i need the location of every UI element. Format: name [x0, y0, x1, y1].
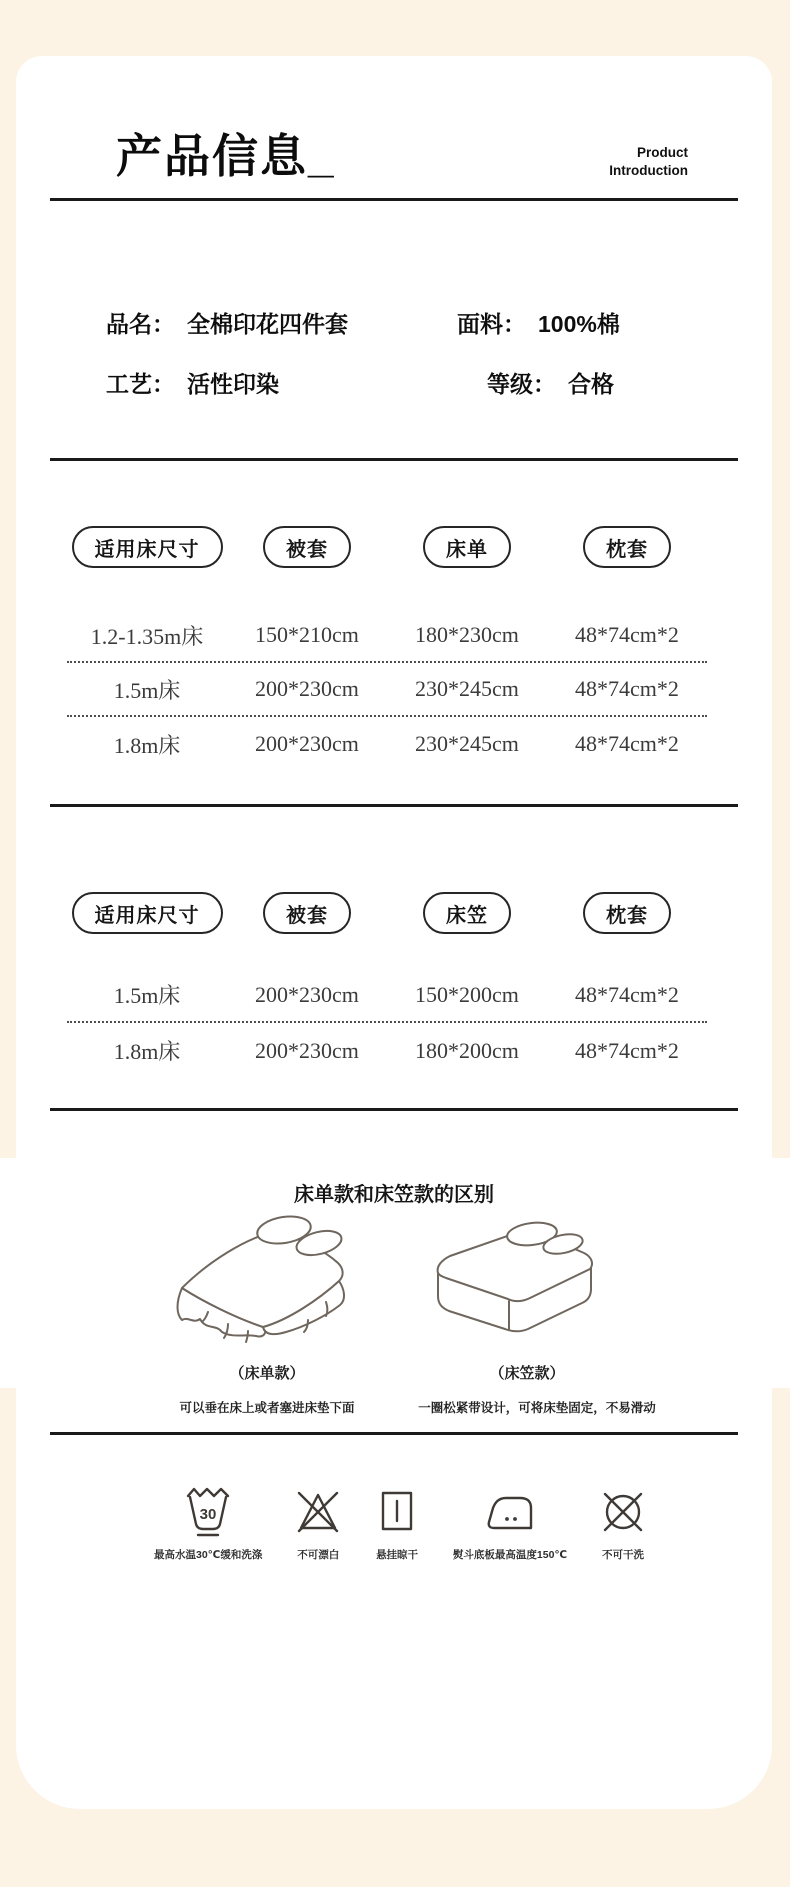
pill-fitted-sheet: 床笠 [423, 892, 511, 934]
cell-bed-size: 1.8m床 [113, 732, 181, 758]
hang-dry-icon [374, 1484, 420, 1538]
info-label: 面料： [457, 311, 526, 337]
size-table-2-header [67, 892, 707, 934]
size-table-1-header [67, 526, 707, 568]
care-symbols-row [154, 1484, 646, 1562]
info-product-name [106, 306, 348, 339]
wash-30-icon [185, 1484, 231, 1538]
pill-duvet-cover: 被套 [263, 526, 351, 568]
flat-sheet-bed-illustration [168, 1208, 368, 1358]
cell-bed-size: 1.8m床 [113, 1039, 181, 1064]
pill-flat-sheet: 床单 [423, 526, 511, 568]
table-row [67, 717, 707, 771]
table-row [67, 609, 707, 663]
care-item-no-dry-clean [600, 1484, 646, 1562]
care-label: 最高水温30℃缓和洗涤 [154, 1549, 263, 1561]
comparison-title: 床单款和床笠款的区别 [294, 1184, 494, 1206]
pill-bed-size: 适用床尺寸 [72, 892, 223, 934]
header-cell [67, 526, 227, 568]
info-value: 合格 [568, 371, 614, 397]
cell-duvet: 200*230cm [255, 981, 359, 1007]
fitted-sheet-description: 一圈松紧带设计，可将床垫固定，不易滑动 [418, 1401, 656, 1415]
divider-table2 [50, 1108, 738, 1111]
cell-sheet: 180*230cm [415, 622, 519, 647]
header-cell [387, 892, 547, 934]
pill-pillowcase: 枕套 [583, 526, 671, 568]
header-cell [387, 526, 547, 568]
cell-fitted: 180*200cm [415, 1037, 519, 1063]
info-label: 工艺： [106, 371, 175, 397]
no-dry-clean-icon [600, 1484, 646, 1538]
care-label: 悬挂晾干 [376, 1549, 419, 1561]
header-cell [227, 526, 387, 568]
table-row [67, 663, 707, 717]
care-item-hang-dry [374, 1484, 420, 1562]
divider-header [50, 198, 738, 201]
pill-duvet-cover: 被套 [263, 892, 351, 934]
care-label: 不可漂白 [297, 1549, 340, 1561]
flat-sheet-description: 可以垂在床上或者塞进床垫下面 [179, 1401, 355, 1415]
divider-info [50, 458, 738, 461]
divider-table1 [50, 804, 738, 807]
flat-sheet-caption: （床单款） [229, 1365, 305, 1382]
page-subtitle [609, 144, 688, 179]
cell-pillow: 48*74cm*2 [575, 981, 679, 1007]
table-row [67, 1023, 707, 1078]
pill-pillowcase: 枕套 [583, 892, 671, 934]
cell-bed-size: 1.5m床 [113, 983, 181, 1008]
info-value: 全棉印花四件套 [187, 311, 348, 337]
cell-duvet: 200*230cm [255, 676, 359, 701]
subtitle-line1: Product [636, 145, 688, 160]
fitted-sheet-caption: （床笠款） [489, 1365, 565, 1382]
care-item-wash [154, 1484, 262, 1562]
divider-comparison [50, 1432, 738, 1435]
info-label: 等级： [487, 371, 556, 397]
fitted-sheet-bed-illustration [420, 1218, 610, 1340]
product-info-card [16, 56, 772, 1809]
header-cell [547, 892, 707, 934]
svg-text:30: 30 [199, 1506, 217, 1523]
care-item-no-bleach [295, 1484, 341, 1562]
cell-bed-size: 1.5m床 [113, 677, 181, 703]
header-cell [227, 892, 387, 934]
info-craft [106, 366, 279, 399]
cell-pillow: 48*74cm*2 [575, 1037, 679, 1063]
cell-duvet: 200*230cm [255, 1037, 359, 1063]
subtitle-line2: Introduction [609, 162, 688, 178]
info-grade [487, 366, 614, 399]
no-bleach-icon [295, 1484, 341, 1538]
header-cell [67, 892, 227, 934]
header-cell [547, 526, 707, 568]
iron-150-icon [485, 1484, 535, 1538]
info-value: 100%棉 [538, 311, 620, 337]
info-value: 活性印染 [187, 371, 279, 397]
cell-bed-size: 1.2-1.35m床 [90, 623, 204, 649]
pill-bed-size: 适用床尺寸 [72, 526, 223, 568]
cell-pillow: 48*74cm*2 [575, 676, 679, 701]
table-row [67, 968, 707, 1023]
info-fabric [457, 306, 620, 339]
care-item-iron [453, 1484, 567, 1562]
page-title: 产品信息_ [116, 130, 336, 182]
care-label: 熨斗底板最高温度150℃ [452, 1549, 568, 1561]
care-label: 不可干洗 [601, 1549, 644, 1561]
cell-sheet: 230*245cm [415, 731, 519, 756]
cell-fitted: 150*200cm [415, 981, 519, 1007]
info-label: 品名： [106, 311, 175, 337]
cell-sheet: 230*245cm [415, 676, 519, 701]
cell-duvet: 200*230cm [255, 731, 359, 756]
cell-pillow: 48*74cm*2 [575, 622, 679, 647]
cell-pillow: 48*74cm*2 [575, 731, 679, 756]
cell-duvet: 150*210cm [255, 622, 359, 647]
